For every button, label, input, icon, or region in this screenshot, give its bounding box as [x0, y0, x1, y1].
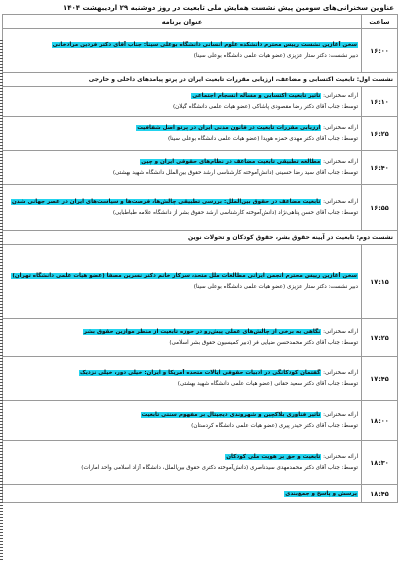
schedule-row — [3, 485, 398, 503]
line-prefix-text: ارائه سخنرانی: — [321, 412, 358, 418]
line-prefix-text: دبیر نشست: دکتر ستار عزیزی (عضو هیات علمی دانشگاه بوعلی سینا) — [193, 284, 358, 290]
program-line — [6, 283, 358, 291]
program-line — [6, 422, 358, 430]
program-line — [6, 328, 358, 336]
schedule-row — [3, 401, 398, 441]
line-prefix-text: دبیر نشست: دکتر ستار عزیزی (عضو هیات علمی دانشگاه بوعلی سینا) — [193, 53, 358, 59]
highlighted-title: مطالعه تطبیقی تابعیت مضاعف در نظام‌های حقوقی ایران و چین — [141, 159, 321, 165]
program-line — [6, 209, 358, 217]
program-line — [6, 124, 358, 132]
line-prefix-text: ارائه سخنرانی: — [321, 93, 358, 99]
time-cell: ۱۸:۳۰ — [362, 441, 398, 485]
program-line — [6, 272, 358, 280]
highlighted-title: گفتمان کودکانگی در ادبیات حقوقی ایالات متحده آمریکا و ایران: خیلی دور، خیلی نزدیک — [80, 370, 321, 376]
line-prefix-text: توسط: جناب آقای دکتر حیدر پیری (عضو هیات علمی دانشگاه کردستان) — [191, 423, 358, 429]
program-cell — [3, 245, 362, 319]
highlighted-title: تاثیر فناوری بلاکچین و شهروندی دیجیتال بر مفهوم سنتی تابعیت — [141, 412, 321, 418]
schedule-row — [3, 357, 398, 401]
program-column-header: عنوان برنامه — [3, 15, 362, 29]
line-prefix-text: ارائه سخنرانی: — [321, 159, 358, 165]
highlighted-title: سخن آغازین رییس محترم انجمن ایرانی مطالعات ملل متحد، سرکار خانم دکتر نسرین مصفا (عضو هیات علمی دانشگاه تهران) — [12, 273, 357, 279]
program-line — [6, 198, 358, 206]
schedule-rows — [3, 29, 398, 503]
program-line — [6, 369, 358, 377]
time-column-header: ساعت — [362, 15, 398, 29]
program-line — [6, 490, 358, 498]
highlighted-title: نگاهی به برخی از چالش‌های عملی پیش‌رو در حوزه تابعیت از منظر موازین حقوق بشر — [83, 329, 321, 335]
schedule-row — [3, 245, 398, 319]
program-line — [6, 103, 358, 111]
line-prefix-text: ارائه سخنرانی: — [321, 454, 358, 460]
time-cell: ۱۷:۴۵ — [362, 357, 398, 401]
line-prefix-text: توسط: جناب آقای دکتر محمدحسن ضیایی فر (دبیر کمیسیون حقوق بشر اسلامی) — [169, 340, 358, 346]
program-line — [6, 92, 358, 100]
schedule-row — [3, 151, 398, 185]
time-cell: ۱۶:۵۵ — [362, 185, 398, 231]
table-header-row — [3, 15, 398, 29]
highlighted-title: تابعیت مضاعف در حقوق بین‌الملل: بررسی تطبیقی چالش‌ها، فرصت‌ها و سیاست‌های ایران در عصر جهانی شدن — [12, 199, 321, 205]
program-cell — [3, 401, 362, 441]
line-prefix-text: توسط: جناب آقای حسن پناهی‌نژاد (دانش‌آموخته کارشناسی ارشد حقوق بشر از دانشگاه علامه طباطبایی) — [112, 210, 358, 216]
time-cell: ۱۶:۱۰ — [362, 87, 398, 117]
line-prefix-text: توسط: جناب آقای دکتر مهدی حمزه هویدا (عضو هیات علمی دانشگاه بوعلی سینا) — [167, 136, 358, 142]
session-heading-row — [3, 73, 398, 87]
line-prefix-text: ارائه سخنرانی: — [321, 199, 358, 205]
program-cell — [3, 185, 362, 231]
program-line — [6, 169, 358, 177]
time-cell: ۱۶:۴۰ — [362, 151, 398, 185]
line-prefix-text: توسط: جناب آقای دکتر محمدمهدی سیدناصری (دانش‌آموخته دکتری حقوق بین‌الملل، دانشگاه آزاد اسلامی واحد امارات) — [81, 465, 358, 471]
program-cell — [3, 29, 362, 73]
line-prefix-text: ارائه سخنرانی: — [321, 329, 358, 335]
program-line — [6, 411, 358, 419]
time-cell: ۱۸:۰۰ — [362, 401, 398, 441]
schedule-row — [3, 117, 398, 151]
time-cell: ۱۷:۱۵ — [362, 245, 398, 319]
time-cell: ۱۶:۲۵ — [362, 117, 398, 151]
program-line — [6, 52, 358, 60]
page-edge-dots — [0, 40, 3, 560]
program-line — [6, 158, 358, 166]
program-cell — [3, 357, 362, 401]
schedule-row — [3, 441, 398, 485]
program-cell — [3, 441, 362, 485]
highlighted-title: پرسش و پاسخ و جمع‌بندی — [285, 490, 357, 497]
program-line — [6, 41, 358, 49]
schedule-row — [3, 29, 398, 73]
highlighted-title: ارزیابی مقررات تابعیت در قانون مدنی ایران در پرتو اصل شفافیت — [137, 125, 321, 131]
program-cell — [3, 117, 362, 151]
program-cell — [3, 87, 362, 117]
program-line — [6, 464, 358, 472]
line-prefix-text: توسط: جناب آقای دکتر رضا مقصودی پاشاکی (عضو هیات علمی دانشگاه گیلان) — [172, 104, 358, 110]
highlighted-title: تاثیر تابعیت اکتسابی و مسأله انسجام اجتماعی — [192, 93, 321, 99]
line-prefix-text: ارائه سخنرانی: — [321, 370, 358, 376]
schedule-row — [3, 319, 398, 357]
time-cell: ۱۸:۴۵ — [362, 485, 398, 503]
program-line — [6, 453, 358, 461]
program-cell — [3, 485, 362, 503]
program-cell — [3, 151, 362, 185]
session-heading: نشست اول: تابعیت اکتسابی و مضاعف، ارزیابی مقررات تابعیت ایران در پرتو پیامدهای داخلی و خارجی — [3, 73, 398, 87]
schedule-table — [2, 14, 398, 503]
time-cell: ۱۷:۲۵ — [362, 319, 398, 357]
highlighted-title: تابعیت و حق بر هویت ملی کودکان — [226, 454, 321, 460]
time-cell: ۱۶:۰۰ — [362, 29, 398, 73]
program-line — [6, 135, 358, 143]
line-prefix-text: توسط: جناب آقای سید رضا حسینی (دانش‌آموخته کارشناسی ارشد حقوق بین‌الملل دانشگاه شهید بهشتی) — [112, 170, 358, 176]
session-heading: نشست دوم: تابعیت در آیینه حقوق بشر، حقوق کودکان و تحولات نوین — [3, 231, 398, 245]
schedule-row — [3, 87, 398, 117]
line-prefix-text: ارائه سخنرانی: — [321, 125, 358, 131]
program-line — [6, 380, 358, 388]
schedule-row — [3, 185, 398, 231]
session-heading-row — [3, 231, 398, 245]
highlighted-title: سخن آغازین نشست رییس محترم دانشکده علوم انسانی دانشگاه بوعلی سینا: جناب آقای دکتر فردین مرادخانی — [52, 42, 357, 48]
line-prefix-text: توسط: جناب آقای دکتر سعید حقانی (عضو هیات علمی دانشگاه شهید بهشتی) — [177, 381, 358, 387]
page-title: عناوین سخنرانی‌های سومین پیش نشست همایش ملی تابعیت در روز دوشنبه ۲۹ اردیبهشت ۱۴۰۴ — [62, 4, 394, 12]
program-cell — [3, 319, 362, 357]
program-line — [6, 339, 358, 347]
